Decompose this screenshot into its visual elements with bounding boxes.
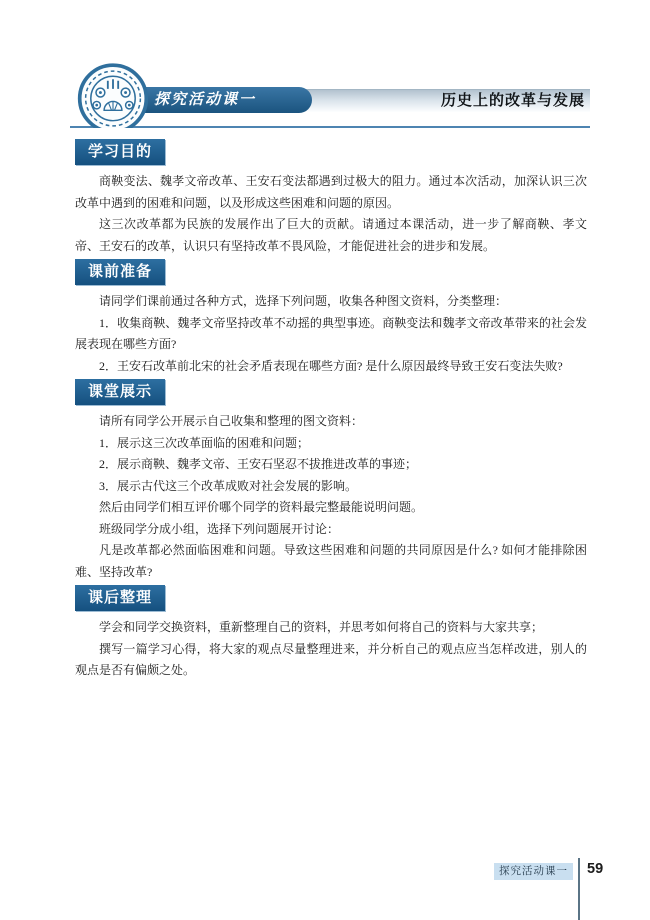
bronze-tile-seal-icon (76, 60, 150, 128)
lesson-banner-label: 探究活动课一 (154, 91, 257, 108)
section-post-class-review (75, 585, 587, 682)
paragraph: 学会和同学交换资料，重新整理自己的资料，并思考如何将自己的资料与大家共享； (99, 620, 544, 634)
seal-svg (76, 60, 150, 128)
section-learning-objectives (75, 139, 587, 257)
paragraph: 凡是改革都必然面临困难和问题。导致这些困难和问题的共同原因是什么? 如何才能排除困难、坚持改革? (75, 543, 587, 579)
section-badge-post-class-review: 课后整理 (75, 585, 165, 611)
list-item: 3．展示古代这三个改革成败对社会发展的影响。 (99, 478, 358, 493)
chapter-title: 历史上的改革与发展 (440, 93, 585, 109)
page-number: 59 (587, 861, 604, 877)
list-item: 2．展示商鞅、魏孝文帝、王安石坚忍不拔推进改革的事迹； (99, 457, 418, 471)
section-badge-classroom-presentation: 课堂展示 (75, 379, 165, 405)
paragraph: 然后由同学们相互评价哪个同学的资料最完整最能说明问题。 (99, 500, 424, 514)
list-item: 1．展示这三次改革面临的困难和问题； (99, 435, 310, 450)
footer-vertical-rule (578, 858, 580, 920)
paragraph: 班级同学分成小组，选择下列问题展开讨论： (99, 521, 340, 536)
list-item: 2．王安石改革前北宋的社会矛盾表现在哪些方面? 是什么原因最终导致王安石变法失败? (99, 358, 563, 373)
section-classroom-presentation (75, 379, 587, 583)
section-badge-learning-objectives: 学习目的 (75, 139, 165, 165)
paragraph: 请所有同学公开展示自己收集和整理的图文资料： (99, 414, 364, 428)
page-body (75, 139, 587, 684)
paragraph: 请同学们课前通过各种方式，选择下列问题，收集各种图文资料，分类整理： (99, 294, 508, 308)
paragraph: 这三次改革都为民族的发展作出了巨大的贡献。请通过本课活动，进一步了解商鞅、孝文帝、王安石的改革，认识只有坚持改革不畏风险，才能促进社会的进步和发展。 (75, 217, 587, 253)
section-badge-pre-class-preparation: 课前准备 (75, 259, 165, 285)
list-item: 1．收集商鞅、魏孝文帝坚持改革不动摇的典型事迹。商鞅变法和魏孝文帝改革带来的社会发展表现在哪些方面? (75, 315, 587, 351)
footer-lesson-tab: 探究活动课一 (494, 863, 573, 880)
section-pre-class-preparation (75, 259, 587, 377)
paragraph: 撰写一篇学习心得，将大家的观点尽量整理进来，并分析自己的观点应当怎样改进，别人的观点是否有偏颇之处。 (75, 641, 587, 677)
lesson-banner (126, 87, 312, 113)
paragraph: 商鞅变法、魏孝文帝改革、王安石变法都遇到过极大的阻力。通过本次活动，加深认识三次改革中遇到的困难和问题，以及形成这些困难和问题的原因。 (75, 174, 587, 210)
